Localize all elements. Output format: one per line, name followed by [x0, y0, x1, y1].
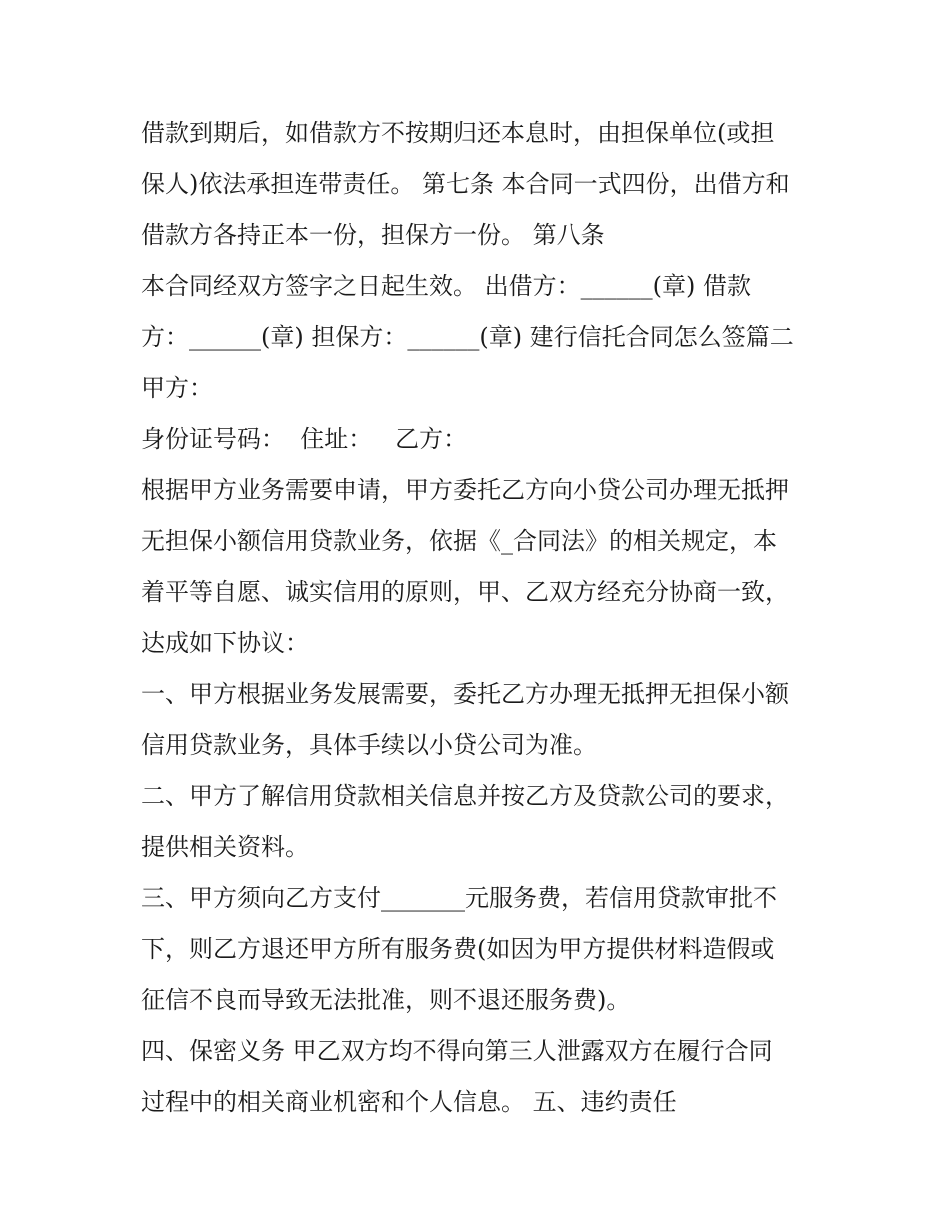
text-line: 提供相关资料。	[141, 833, 309, 861]
document-body	[141, 108, 821, 1128]
text-line: 三、甲方须向乙方支付_______元服务费，若信用贷款审批不	[141, 884, 777, 912]
text-line: 借款到期后，如借款方不按期归还本息时，由担保单位(或担	[141, 119, 775, 147]
text-line: 本合同经双方签字之日起生效。 出借方：______(章) 借款	[141, 272, 751, 300]
text-line: 信用贷款业务，具体手续以小贷公司为准。	[141, 731, 597, 759]
text-line: 达成如下协议：	[141, 629, 309, 657]
text-line: 着平等自愿、诚实信用的原则，甲、乙双方经充分协商一致，	[141, 578, 789, 606]
text-line: 保人)依法承担连带责任。 第七条 本合同一式四份，出借方和	[141, 170, 790, 198]
text-line: 二、甲方了解信用贷款相关信息并按乙方及贷款公司的要求，	[141, 782, 789, 810]
text-line: 借款方各持正本一份，担保方一份。 第八条	[141, 221, 605, 249]
text-line: 方：______(章) 担保方：______(章) 建行信托合同怎么签篇二	[141, 323, 794, 351]
text-line: 根据甲方业务需要申请，甲方委托乙方向小贷公司办理无抵押	[141, 476, 789, 504]
text-line: 下，则乙方退还甲方所有服务费(如因为甲方提供材料造假或	[141, 935, 775, 963]
text-line: 过程中的相关商业机密和个人信息。 五、违约责任	[141, 1088, 677, 1116]
text-line: 身份证号码： 住址： 乙方：	[141, 425, 468, 453]
text-line: 征信不良而导致无法批准，则不退还服务费)。	[141, 986, 631, 1014]
text-line: 一、甲方根据业务发展需要，委托乙方办理无抵押无担保小额	[141, 680, 789, 708]
text-line: 四、保密义务 甲乙双方均不得向第三人泄露双方在履行合同	[141, 1037, 773, 1065]
text-line: 甲方：	[141, 374, 213, 402]
text-line: 无担保小额信用贷款业务，依据《_合同法》的相关规定，本	[141, 527, 777, 555]
